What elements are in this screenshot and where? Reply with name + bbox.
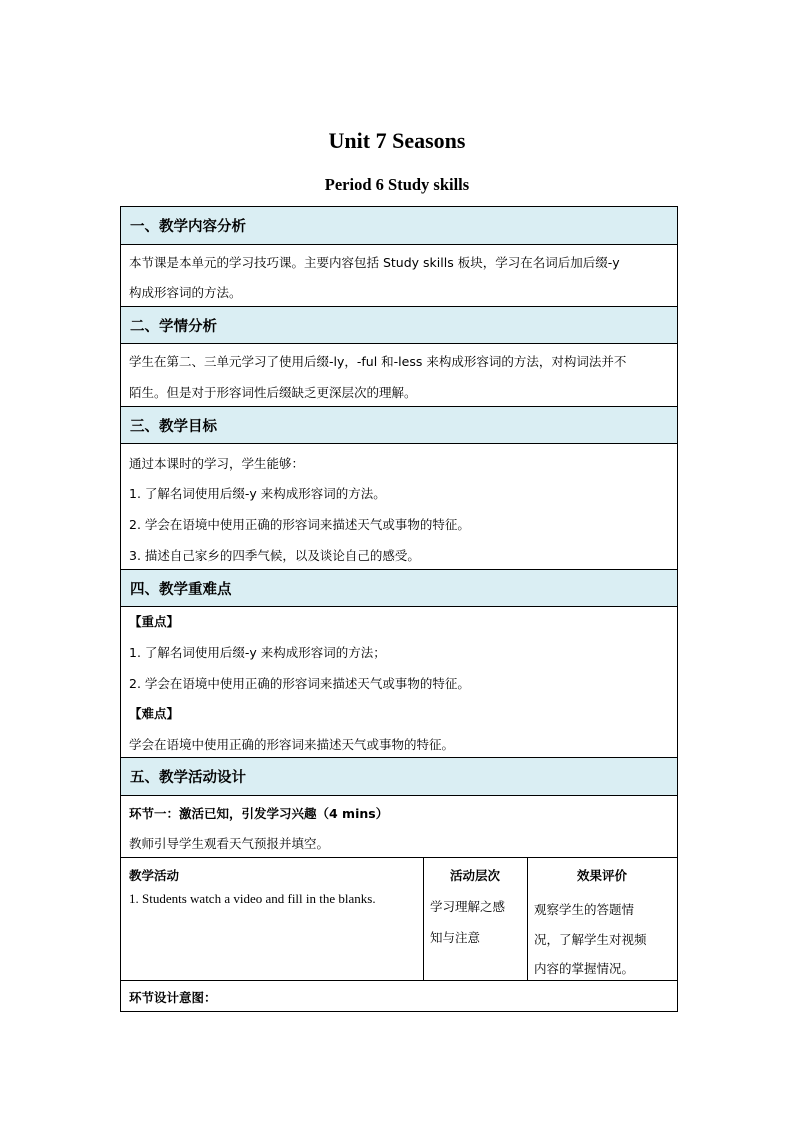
section-body-objectives [121, 443, 677, 569]
page-subtitle: Period 6 Study skills [324, 175, 470, 194]
lesson-plan-table [120, 206, 678, 1012]
section-heading-objectives [121, 406, 677, 443]
column-title-level: 活动层次 [449, 868, 500, 883]
section-heading-learner-analysis [121, 306, 677, 343]
section-body-key-points [121, 606, 677, 757]
column-title-activities: 教学活动 [129, 868, 180, 883]
activity-grid [121, 857, 677, 980]
level-text-line: 学习理解之感 [430, 899, 506, 914]
evaluation-text-line: 观察学生的答题情 [534, 902, 635, 917]
body-text-line: 通过本课时的学习，学生能够： [129, 456, 305, 471]
body-text-line: 陌生。但是对于形容词性后缀缺乏更深层次的理解。 [129, 385, 417, 400]
section-body-content-analysis [121, 244, 677, 306]
key-points-label: 【重点】 [129, 614, 180, 629]
section-body-learner-analysis [121, 343, 677, 406]
step-one-block [121, 795, 677, 857]
section-heading-text: 五、教学活动设计 [130, 770, 246, 786]
level-text-line: 知与注意 [430, 930, 481, 945]
page-title: Unit 7 Seasons [328, 128, 466, 153]
section-heading-text: 一、教学内容分析 [130, 219, 246, 235]
objective-item: 3. 描述自己家乡的四季气候，以及谈论自己的感受。 [129, 548, 420, 563]
design-intent-row [121, 980, 677, 1011]
section-heading-text: 二、学情分析 [130, 318, 217, 335]
key-point-item: 1. 了解名词使用后缀-y 来构成形容词的方法； [129, 645, 386, 660]
body-text-line: 学生在第二、三单元学习了使用后缀-ly，-ful 和-less 来构成形容词的方法，对构词法并不 [129, 354, 627, 369]
difficulty-item: 学会在语境中使用正确的形容词来描述天气或事物的特征。 [129, 737, 455, 752]
step-title: 环节一：激活已知，引发学习兴趣（4 mins） [129, 806, 389, 821]
section-heading-text: 四、教学重难点 [130, 581, 232, 598]
objective-item: 2. 学会在语境中使用正确的形容词来描述天气或事物的特征。 [129, 517, 470, 532]
step-description: 教师引导学生观看天气预报并填空。 [129, 836, 330, 851]
column-title-evaluation: 效果评价 [576, 868, 627, 883]
evaluation-text-line: 内容的掌握情况。 [534, 961, 635, 976]
evaluation-text-line: 况，了解学生对视频 [534, 932, 647, 947]
design-intent-label: 环节设计意图： [129, 990, 217, 1005]
difficulty-label: 【难点】 [129, 706, 180, 721]
section-heading-text: 三、教学目标 [130, 418, 217, 435]
section-heading-activity-design [121, 757, 677, 795]
section-heading-key-points [121, 569, 677, 606]
key-point-item: 2. 学会在语境中使用正确的形容词来描述天气或事物的特征。 [129, 676, 470, 691]
body-text-line: 构成形容词的方法。 [129, 285, 242, 300]
activity-item: 1. Students watch a video and fill in the blanks. [129, 891, 376, 906]
body-text-line: 本节课是本单元的学习技巧课。主要内容包括 Study skills 板块，学习在名词后加后缀-y [129, 255, 620, 270]
section-heading-content-analysis [121, 207, 677, 244]
objective-item: 1. 了解名词使用后缀-y 来构成形容词的方法。 [129, 486, 386, 501]
